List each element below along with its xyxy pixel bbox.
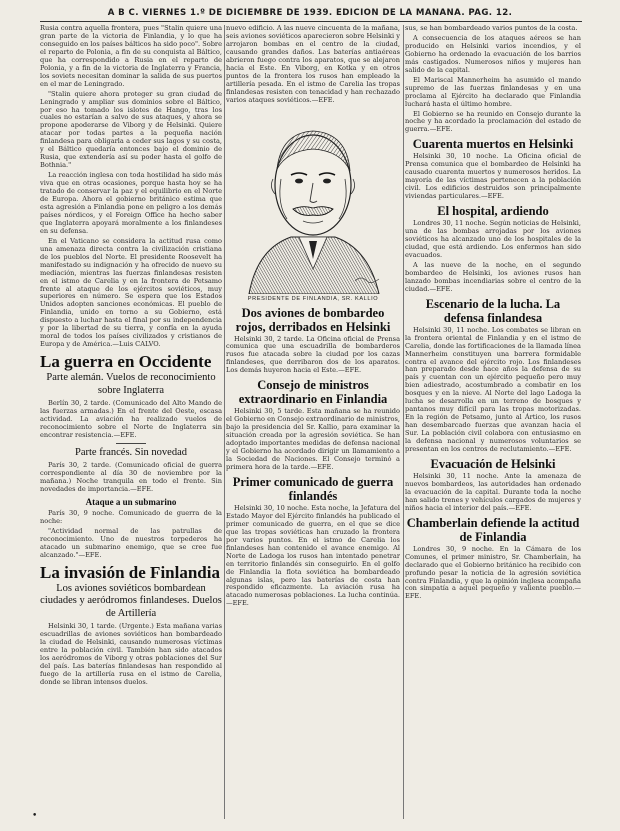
paragraph: París 30, 9 noche. Comunicado de guerra de la noche: (40, 509, 222, 526)
headline: Cuarenta muertos en Helsinki (412, 137, 574, 152)
headline: La invasión de Finlandia (40, 562, 220, 582)
paragraph: Helsinki 30, 10 noche. Esta noche, la Jefatura del Estado Mayor del Ejército finlandés ha publicado el primer comunicado de guerra, en el que se dice que las tropas soviéticas han cruzado la frontera por varios puntos. En el istmo de Carelia los finlandeses han contenido el avance enemigo. Al Norte de Ladoga los rusos han intentado penetrar en territorio finlandés sin conseguirlo. En el golfo de Finlandia la flota soviética ha bombardeado algunas islas, pero las baterías de costa han respondido eficazmente. La aviación rusa ha atacado numerosas poblaciones. La lucha continúa.—EFE. (226, 503, 400, 608)
paragraph: Rusia contra aquella frontera, pues "Stalin quiere una gran parte de la victoria de Finlandia, y lo que ha conseguido en los países bálticos ha sido poco". Sobre el reparto de Polonia, a fin de su conquista al Báltico, que ha correspondido a Rusia en el reparto de Polonia, y a fin de la victoria de Inglaterra y Francia, los soviets necesitan dominar la salida de sus puertos en el mar de Leningrado. (40, 25, 222, 88)
paragraph: Helsinki 30, 10 noche. La Oficina oficial de Prensa comunica que el bombardeo de Helsinki ha causado cuarenta muertos y numerosos heridos. La mayoría de las víctimas pertenecen a la población civil. Los edificios destruidos son principalmente viviendas particulares.—EFE. (405, 152, 581, 201)
paragraph: El Mariscal Mannerheim ha asumido el mando supremo de las fuerzas finlandesas y en una proclama al Ejército ha declarado que Finlandia luchará hasta el último hombre. (405, 75, 581, 108)
paragraph: París 30, 2 tarde. (Comunicado oficial de guerra correspondiente al día 30 de noviembre por la mañana.) Noche tranquila en todo el frente. Sin novedades de importancia.—EFE. (40, 461, 222, 494)
paragraph: Londres 30, 9 noche. En la Cámara de los Comunes, el primer ministro, Sr. Chamberlain, ha declarado que el Gobierno británico ha recibido con profundo pesar la noticia de la agresión soviética contra Finlandia, y que la opinión inglesa acompaña con simpatía a aquel pequeño y valiente pueblo.—EFE. (405, 544, 581, 601)
subheadline: Parte francés. Sin novedad (75, 446, 187, 458)
paragraph: Berlín 30, 2 tarde. (Comunicado del Alto Mando de las fuerzas armadas.) En el frente del Oeste, escasa actividad. La aviación ha realizado vuelos de reconocimiento sobre el Norte de Inglaterra sin encontrar resistencia.—EFE. (40, 399, 222, 439)
column-3 (405, 25, 581, 821)
column-1 (40, 25, 222, 821)
subheadline: Los aviones soviéticos bombardean ciudades y aeródromos finlandeses. Duelos de Artillería (40, 582, 222, 619)
headline: Primer comunicado de guerra finlandés (232, 474, 394, 503)
divider (116, 443, 146, 444)
headline: El hospital, ardiendo (437, 204, 549, 219)
paragraph: Helsinki 30, 11 noche. Los combates se libran en la frontera oriental de Finlandia y en el istmo de Carelia, donde las fortificaciones de la llamada línea Mannerheim constituyen una barrera formidable contra el avance del ejército rojo. Los finlandeses han preparado desde hace años la defensa de su país y cuentan con un ejército pequeño pero muy bien adiestrado, acostumbrado a combatir en los bosques y en la nieve. Al Norte del lago Ladoga la lucha se desarrolla en un terreno de bosques y pantanos muy difícil para las tropas motorizadas. En la región de Petsamo, junto al Ártico, los rusos han desembarcado fuerzas que avanzan hacia el Sur. La población civil colabora con entusiasmo en la defensa nacional y numerosos voluntarios se presentan en los centros de reclutamiento.—EFE. (405, 325, 581, 453)
paragraph: Helsinki 30, 11 noche. Ante la amenaza de nuevos bombardeos, las autoridades han ordenado la evacuación de la capital. Durante toda la noche han salido trenes y vehículos cargados de mujeres y niños hacia el interior del país.—EFE. (405, 471, 581, 512)
paragraph: Helsinki 30, 5 tarde. Esta mañana se ha reunido el Gobierno en Consejo extraordinario de ministros, bajo la presidencia del Sr. Kallio, para examinar la situación creada por la agresión soviética. Se han adoptado importantes medidas de defensa nacional y el Gobierno ha acordado dirigir un llamamiento a la Sociedad de Naciones. El Consejo terminó a primera hora de la tarde.—EFE. (226, 407, 400, 471)
headline: Escenario de la lucha. La defensa finlandesa (425, 296, 561, 325)
paragraph: En el Vaticano se considera la actitud rusa como una amenaza directa contra la civilización cristiana de los pueblos del Norte. El presidente Roosevelt ha manifestado su indignación y ha ofrecido de nuevo su mediación, mientras las fuerzas finlandesas resisten en el istmo de Carelia y en la frontera de Petsamo frente al ataque de los ejércitos soviéticos, muy superiores en número. Se espera que los Estados Unidos adopten sanciones económicas. El pueblo de Finlandia, unido en torno a su Gobierno, está dispuesto a luchar hasta el final por su independencia y por la libertad de su tierra, y confía en la ayuda moral de todos los países civilizados y cristianos de Europa y de América.—Luis CALVO. (40, 236, 222, 349)
subheadline: Parte alemán. Vuelos de reconocimiento sobre Inglaterra (46, 372, 216, 396)
paragraph: "Actividad normal de las patrullas de reconocimiento. Uno de nuestros torpederos ha atacado un submarino enemigo, que se cree fue alcanzado."—EFE. (40, 527, 222, 559)
paragraph: nuevo edificio. A las nueve cincuenta de la mañana, seis aviones soviéticos aparecieron sobre Helsinki y arrojaron bombas en el centro de la ciudad, causando grandes daños. Las baterías antiaéreas abrieron fuego contra los aparatos, que se alejaron hacia el Este. En Viborg, en Kotka y en otros puntos de la frontera los rusos han empleado la artillería pesada. En el istmo de Carelia las tropas finlandesas resisten con tenacidad y han rechazado varios ataques soviéticos.—EFE. (226, 25, 400, 104)
paragraph: "Stalin quiere ahora proteger su gran ciudad de Leningrado y ampliar sus dominios sobre el Báltico, por eso ha tomado los islotes de Hango, tras los cuales no estarían a salvo de sus ataques, y ahora se propone apoderarse de Viborg y de Helsinki. Quiere atacar por todas partes a la pequeña nación finlandesa para obligarla a ceder sus lagos y su costa, y el Báltico quedaría entonces bajo el dominio de Rusia, que extendería así su poder hasta el golfo de Bothnia." (40, 89, 222, 170)
portrait-illustration (229, 109, 397, 294)
paragraph: A consecuencia de los ataques aéreos se han producido en Helsinki varios incendios, y el Gobierno ha ordenado la evacuación de los barrios más castigados. Numerosos niños y mujeres han salido de la capital. (405, 33, 581, 74)
column-separator (403, 25, 404, 819)
portrait-caption: PRESIDENTE DE FINLANDIA, SR. KALLIO (247, 295, 379, 302)
headline: Chamberlain defiende la actitud de Finlandia (406, 515, 580, 544)
column-2 (226, 25, 400, 821)
paragraph: A las nueve de la noche, en el segundo bombardeo de Helsinki, los aviones rusos han lanzado bombas incendiarias sobre el centro de la ciudad.—EFE. (405, 260, 581, 293)
paragraph: sus, se han bombardeado varios puntos de la costa. (405, 25, 578, 32)
page-corner-mark: • (32, 811, 38, 821)
paragraph: El Gobierno se ha reunido en Consejo durante la noche y ha acordado la proclamación del estado de guerra.—EFE. (405, 109, 581, 134)
paragraph: Helsinki 30, 2 tarde. La Oficina oficial de Prensa comunica que una escuadrilla de bombarderos rusos fue atacada sobre la ciudad por los cazas finlandeses, que derribaron dos de los aparatos. Los demás huyeron hacia el Este.—EFE. (226, 334, 400, 375)
headline: Dos aviones de bombardeo rojos, derribados en Helsinki (235, 305, 391, 334)
column-separator (224, 25, 225, 819)
headline: La guerra en Occidente (40, 352, 212, 372)
subheadline: Ataque a un submarino (85, 497, 177, 508)
headline: Evacuación de Helsinki (430, 456, 556, 471)
running-head: A B C. VIERNES 1.º DE DICIEMBRE DE 1939. EDICION DE LA MAÑANA. PAG. 12. (107, 8, 513, 18)
header-rule (40, 21, 582, 22)
paragraph: La reacción inglesa con toda hostilidad ha sido más viva que en otras ocasiones, porque hasta hoy se ha tratado de conservar la paz y el equilibrio en el Norte de Europa. Ahora el gobierno británico estima que esta agresión a Finlandia pone en peligro a los demás países nórdicos, y el Foreign Office ha hecho saber que Inglaterra apoyará moralmente a los finlandeses en su defensa. (40, 171, 222, 235)
paragraph: Helsinki 30, 1 tarde. (Urgente.) Esta mañana varias escuadrillas de aviones soviéticos han bombardeado la ciudad de Helsinki, causando numerosas víctimas entre la población civil. También han sido atacados los aeródromos de Viborg y otras poblaciones del Sur del país. Las baterías finlandesas han respondido al fuego de la artillería rusa en el istmo de Carelia, donde se libran intensos duelos. (40, 622, 222, 687)
headline: Consejo de ministros extraordinario en Finlandia (238, 378, 388, 407)
paragraph: Londres 30, 11 noche. Según noticias de Helsinki, una de las bombas arrojadas por los aviones soviéticos ha alcanzado uno de los hospitales de la ciudad, que está ardiendo. Los enfermos han sido evacuados. (405, 219, 581, 259)
